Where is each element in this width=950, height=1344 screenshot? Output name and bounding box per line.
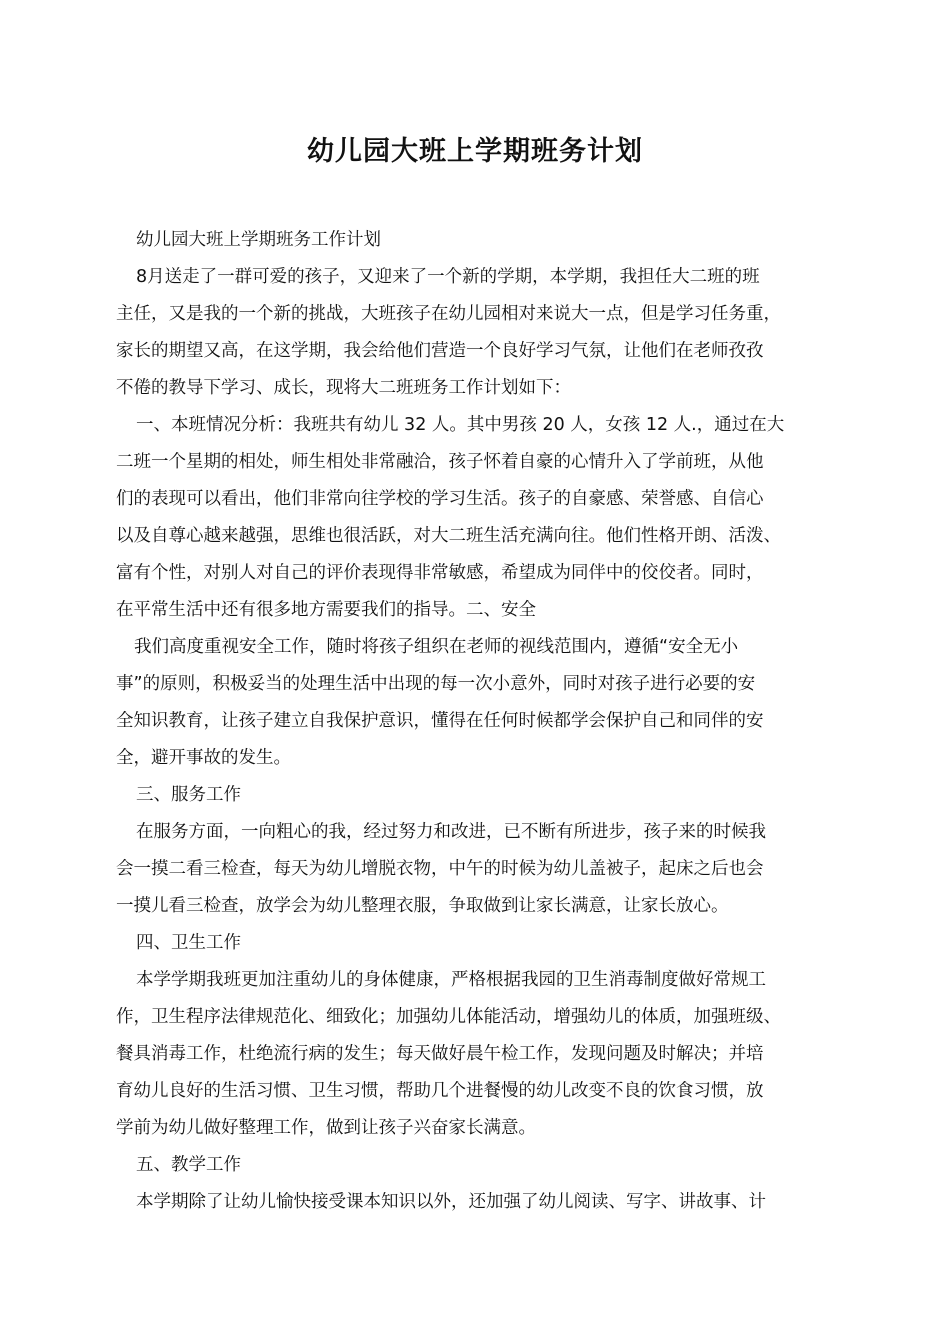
paragraph-line: 全知识教育，让孩子建立自我保护意识，懂得在任何时候都学会保护自己和同伴的安: [116, 711, 764, 731]
section-heading: 五、教学工作: [136, 1155, 241, 1175]
paragraph-line: 我们高度重视安全工作，随时将孩子组织在老师的视线范围内，遵循“安全无小: [134, 637, 739, 657]
paragraph-line: 本学学期我班更加注重幼儿的身体健康，严格根据我园的卫生消毒制度做好常规工: [136, 970, 766, 990]
document-body: [116, 222, 838, 1221]
paragraph-line: 以及自尊心越来越强，思维也很活跃，对大二班生活充满向往。他们性格开朗、活泼、: [116, 526, 781, 546]
subtitle-line: 幼儿园大班上学期班务工作计划: [136, 230, 381, 250]
paragraph-line: 们的表现可以看出，他们非常向往学校的学习生活。孩子的自豪感、荣誉感、自信心: [116, 489, 764, 509]
paragraph-line: 家长的期望又高，在这学期，我会给他们营造一个良好学习气氛，让他们在老师孜孜: [116, 341, 764, 361]
paragraph-line: 一摸儿看三检查，放学会为幼儿整理衣服，争取做到让家长满意，让家长放心。: [116, 896, 729, 916]
paragraph-line: 富有个性，对别人对自己的评价表现得非常敏感，希望成为同伴中的佼佼者。同时，: [116, 563, 764, 583]
section-heading-line: 一、本班情况分析：我班共有幼儿 32 人。其中男孩 20 人，女孩 12 人.，通过在大: [136, 415, 785, 435]
paragraph-line: 二班一个星期的相处，师生相处非常融洽，孩子怀着自豪的心情升入了学前班，从他: [116, 452, 764, 472]
paragraph-line: 会一摸二看三检查，每天为幼儿增脱衣物，中午的时候为幼儿盖被子，起床之后也会: [116, 859, 764, 879]
paragraph-line: 本学期除了让幼儿愉快接受课本知识以外，还加强了幼儿阅读、写字、讲故事、计: [136, 1192, 766, 1212]
paragraph-line: 事”的原则，积极妥当的处理生活中出现的每一次小意外，同时对孩子进行必要的安: [116, 674, 756, 694]
paragraph-line: 主任，又是我的一个新的挑战，大班孩子在幼儿园相对来说大一点，但是学习任务重，: [116, 304, 781, 324]
paragraph-line: 不倦的教导下学习、成长，现将大二班班务工作计划如下：: [116, 378, 571, 398]
section-heading: 三、服务工作: [136, 785, 241, 805]
paragraph-line: 餐具消毒工作，杜绝流行病的发生；每天做好晨午检工作，发现问题及时解决；并培: [116, 1044, 764, 1064]
paragraph-line: 作，卫生程序法律规范化、细致化；加强幼儿体能活动，增强幼儿的体质，加强班级、: [116, 1007, 781, 1027]
paragraph-line: 学前为幼儿做好整理工作，做到让孩子兴奋家长满意。: [116, 1118, 536, 1138]
paragraph-line: 全，避开事故的发生。: [116, 748, 291, 768]
section-heading: 四、卫生工作: [136, 933, 241, 953]
paragraph-line: 育幼儿良好的生活习惯、卫生习惯，帮助几个进餐慢的幼儿改变不良的饮食习惯，放: [116, 1081, 764, 1101]
paragraph-line: 在平常生活中还有很多地方需要我们的指导。二、安全: [116, 600, 536, 620]
document-title: 幼儿园大班上学期班务计划: [307, 136, 643, 167]
paragraph-line: 在服务方面，一向粗心的我，经过努力和改进，已不断有所进步，孩子来的时候我: [136, 822, 766, 842]
paragraph-line: 8月送走了一群可爱的孩子，又迎来了一个新的学期，本学期，我担任大二班的班: [136, 267, 760, 287]
